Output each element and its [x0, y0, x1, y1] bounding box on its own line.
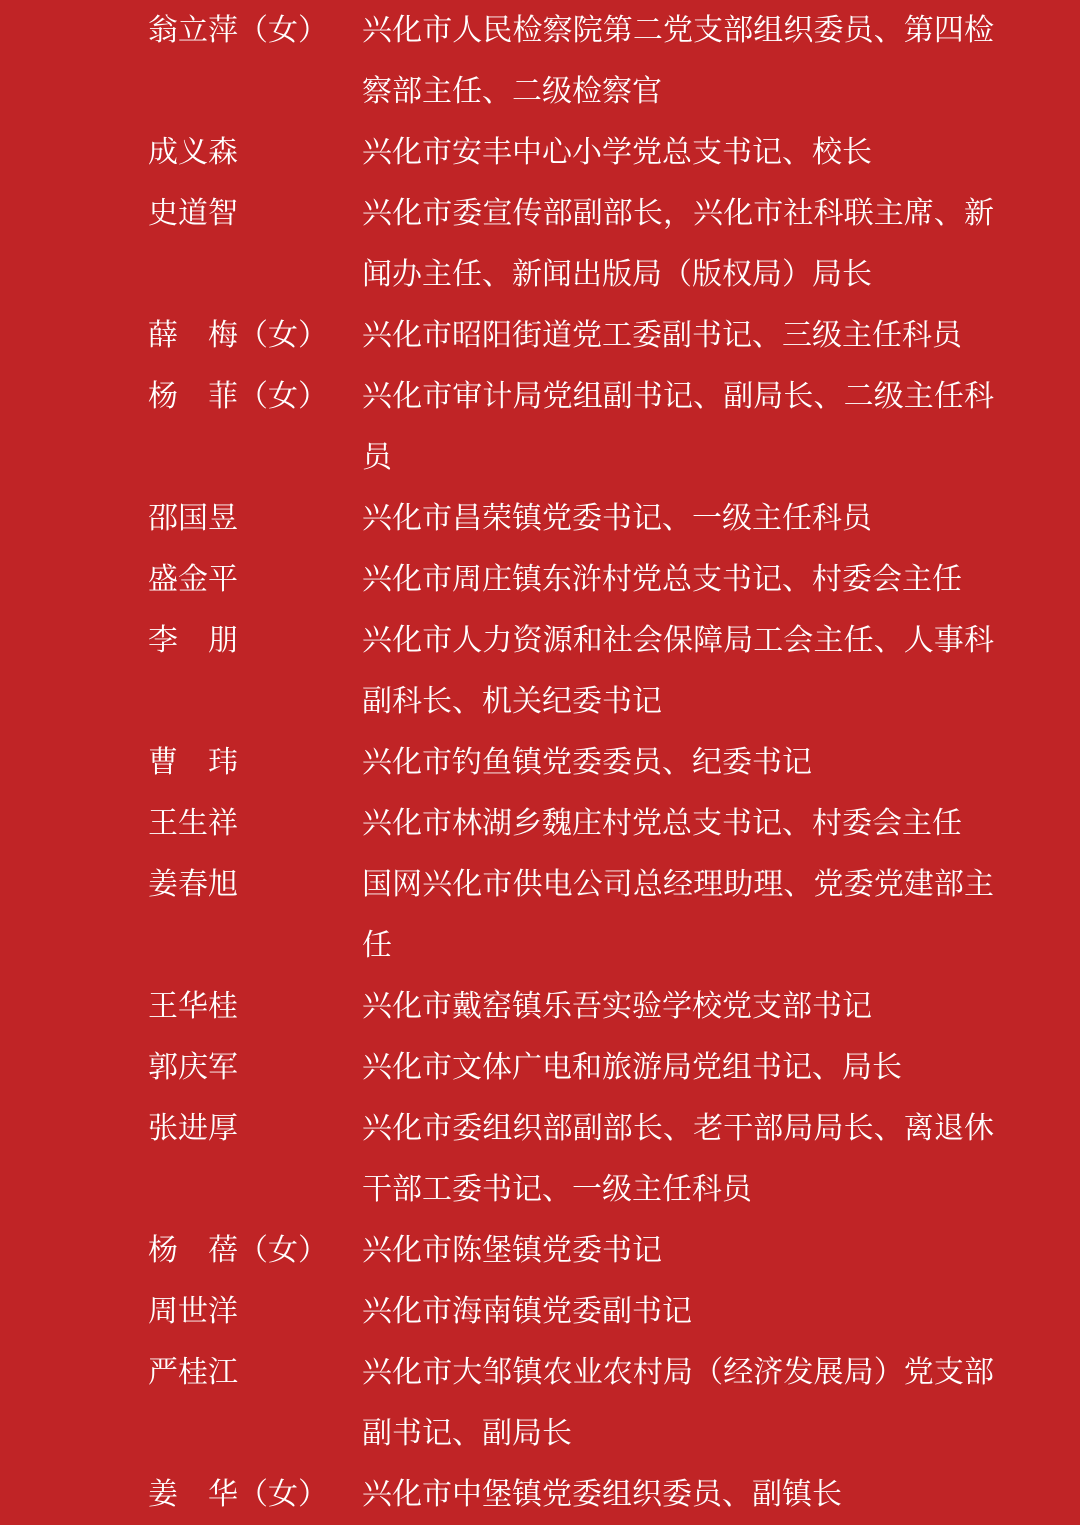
list-item [148, 1220, 994, 1281]
person-name: 杨 蓓（女） [148, 1233, 328, 1268]
person-title: 兴化市昭阳街道党工委副书记、三级主任科员 [362, 318, 962, 353]
person-name: 史道智 [148, 196, 238, 231]
list-item [148, 1098, 994, 1220]
list-item [148, 0, 994, 122]
person-title: 兴化市周庄镇东浒村党总支书记、村委会主任 [362, 562, 962, 597]
person-title: 兴化市戴窑镇乐吾实验学校党支部书记 [362, 989, 872, 1024]
list-item [148, 305, 994, 366]
person-title: 兴化市林湖乡魏庄村党总支书记、村委会主任 [362, 806, 962, 841]
person-title: 兴化市文体广电和旅游局党组书记、局长 [362, 1050, 902, 1085]
person-title: 兴化市人民检察院第二党支部组织委员、第四检察部主任、二级检察官 [362, 13, 994, 109]
person-name: 李 朋 [148, 623, 238, 658]
list-item [148, 549, 994, 610]
person-title: 国网兴化市供电公司总经理助理、党委党建部主任 [362, 867, 994, 963]
list-item [148, 610, 994, 732]
person-name: 王生祥 [148, 806, 238, 841]
list-item [148, 976, 994, 1037]
list-item [148, 793, 994, 854]
commendation-list [148, 0, 994, 1525]
person-title: 兴化市人力资源和社会保障局工会主任、人事科副科长、机关纪委书记 [362, 623, 994, 719]
person-name: 盛金平 [148, 562, 238, 597]
person-title: 兴化市陈堡镇党委书记 [362, 1233, 662, 1268]
person-title: 兴化市委组织部副部长、老干部局局长、离退休干部工委书记、一级主任科员 [362, 1111, 994, 1207]
person-title: 兴化市中堡镇党委组织委员、副镇长 [362, 1477, 842, 1512]
person-name: 曹 玮 [148, 745, 238, 780]
list-item [148, 122, 994, 183]
person-name: 严桂江 [148, 1355, 238, 1390]
person-name: 杨 菲（女） [148, 379, 328, 414]
person-title: 兴化市安丰中心小学党总支书记、校长 [362, 135, 872, 170]
person-name: 薛 梅（女） [148, 318, 328, 353]
list-item [148, 732, 994, 793]
person-title: 兴化市委宣传部副部长，兴化市社科联主席、新闻办主任、新闻出版局（版权局）局长 [362, 196, 994, 292]
person-name: 成义森 [148, 135, 238, 170]
list-item [148, 1342, 994, 1464]
person-name: 王华桂 [148, 989, 238, 1024]
person-title: 兴化市审计局党组副书记、副局长、二级主任科员 [362, 379, 994, 475]
person-title: 兴化市海南镇党委副书记 [362, 1294, 692, 1329]
person-name: 翁立萍（女） [148, 13, 328, 48]
person-name: 姜 华（女） [148, 1477, 328, 1512]
person-name: 邵国昱 [148, 501, 238, 536]
person-name: 郭庆军 [148, 1050, 238, 1085]
person-title: 兴化市钓鱼镇党委委员、纪委书记 [362, 745, 812, 780]
list-item [148, 1281, 994, 1342]
list-item [148, 183, 994, 305]
list-item [148, 488, 994, 549]
list-item [148, 1037, 994, 1098]
person-name: 周世洋 [148, 1294, 238, 1329]
list-item [148, 366, 994, 488]
person-title: 兴化市昌荣镇党委书记、一级主任科员 [362, 501, 872, 536]
person-name: 张进厚 [148, 1111, 238, 1146]
list-item [148, 1464, 994, 1525]
person-title: 兴化市大邹镇农业农村局（经济发展局）党支部副书记、副局长 [362, 1355, 994, 1451]
person-name: 姜春旭 [148, 867, 238, 902]
list-item [148, 854, 994, 976]
